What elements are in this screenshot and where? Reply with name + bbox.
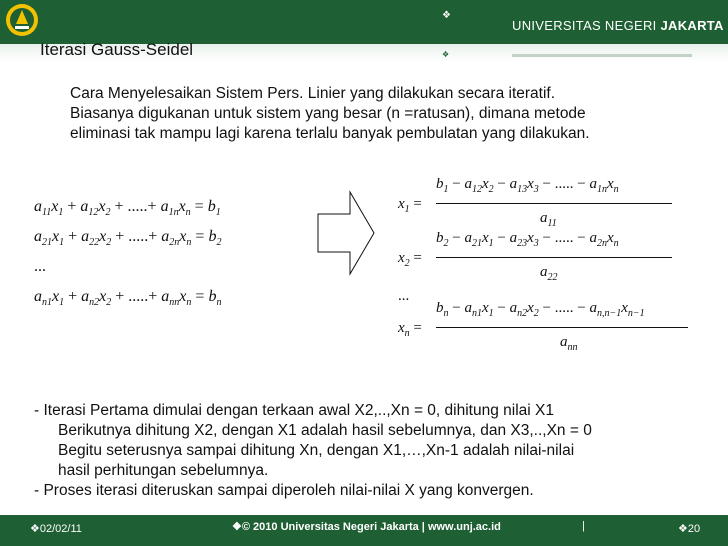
header-sub-bullet-icon: ❖: [442, 50, 450, 59]
footer-bullet-icon: ❖: [232, 521, 242, 533]
intro-text: [70, 84, 590, 144]
footer-date: ❖02/02/11: [30, 523, 82, 535]
footer-separator: |: [582, 520, 585, 532]
footer-bullet-icon: ❖: [30, 523, 40, 535]
university-name: UNIVERSITAS NEGERI JAKARTA: [512, 18, 724, 33]
note-line: Begitu seterusnya sampai dihitung Xn, dengan X1,…,Xn-1 adalah nilai-nilai: [58, 442, 575, 459]
slide-title: Iterasi Gauss-Seidel: [40, 40, 194, 59]
solution-x1-lhs: $x_1$ =: [398, 196, 422, 215]
footer-copyright: ❖© 2010 Universitas Negeri Jakarta | www.unj.ac.id: [232, 521, 501, 533]
intro-line: eliminasi tak mampu lagi karena terlalu banyak pembulatan yang dilakukan.: [70, 125, 590, 142]
equation-row-1: $a_{11}x_1 + a_{12}x_2$ + .....+ $a_{1n}x_n = b_1$: [34, 198, 221, 219]
header-bullet-icon: ❖: [442, 10, 451, 21]
right-arrow-icon: [316, 188, 376, 278]
unj-logo-icon: [4, 2, 40, 38]
intro-line: Cara Menyelesaikan Sistem Pers. Linier yang dilakukan secara iteratif.: [70, 85, 556, 102]
note-line: hasil perhitungan sebelumnya.: [58, 462, 269, 479]
solution-xn-lhs: $x_n$ =: [398, 320, 422, 339]
footer-page-number: ❖20: [678, 523, 701, 535]
header-sub-line: [512, 54, 692, 57]
equation-ellipsis: ...: [34, 258, 46, 275]
notes-list: [34, 401, 592, 501]
intro-line: Biasanya digukanan untuk sistem yang besar (n =ratusan), dimana metode: [70, 105, 586, 122]
note-line: Berikutnya dihitung X2, dengan X1 adalah hasil sebelumnya, dan X3,..,Xn = 0: [58, 422, 592, 439]
equation-row-n: $a_{n1}x_1 + a_{n2}x_2$ + .....+ $a_{nn}x_n = b_n$: [34, 288, 222, 309]
footer-bullet-icon: ❖: [678, 523, 688, 535]
equation-row-2: $a_{21}x_1 + a_{22}x_2$ + .....+ $a_{2n}x_n = b_2$: [34, 228, 222, 249]
note-line: - Proses iterasi diteruskan sampai diperoleh nilai-nilai X yang konvergen.: [34, 482, 534, 499]
note-line: - Iterasi Pertama dimulai dengan terkaan awal X2,..,Xn = 0, dihitung nilai X1: [34, 402, 554, 419]
solution-ellipsis: ...: [398, 288, 410, 304]
solution-x2-lhs: $x_2$ =: [398, 250, 422, 269]
